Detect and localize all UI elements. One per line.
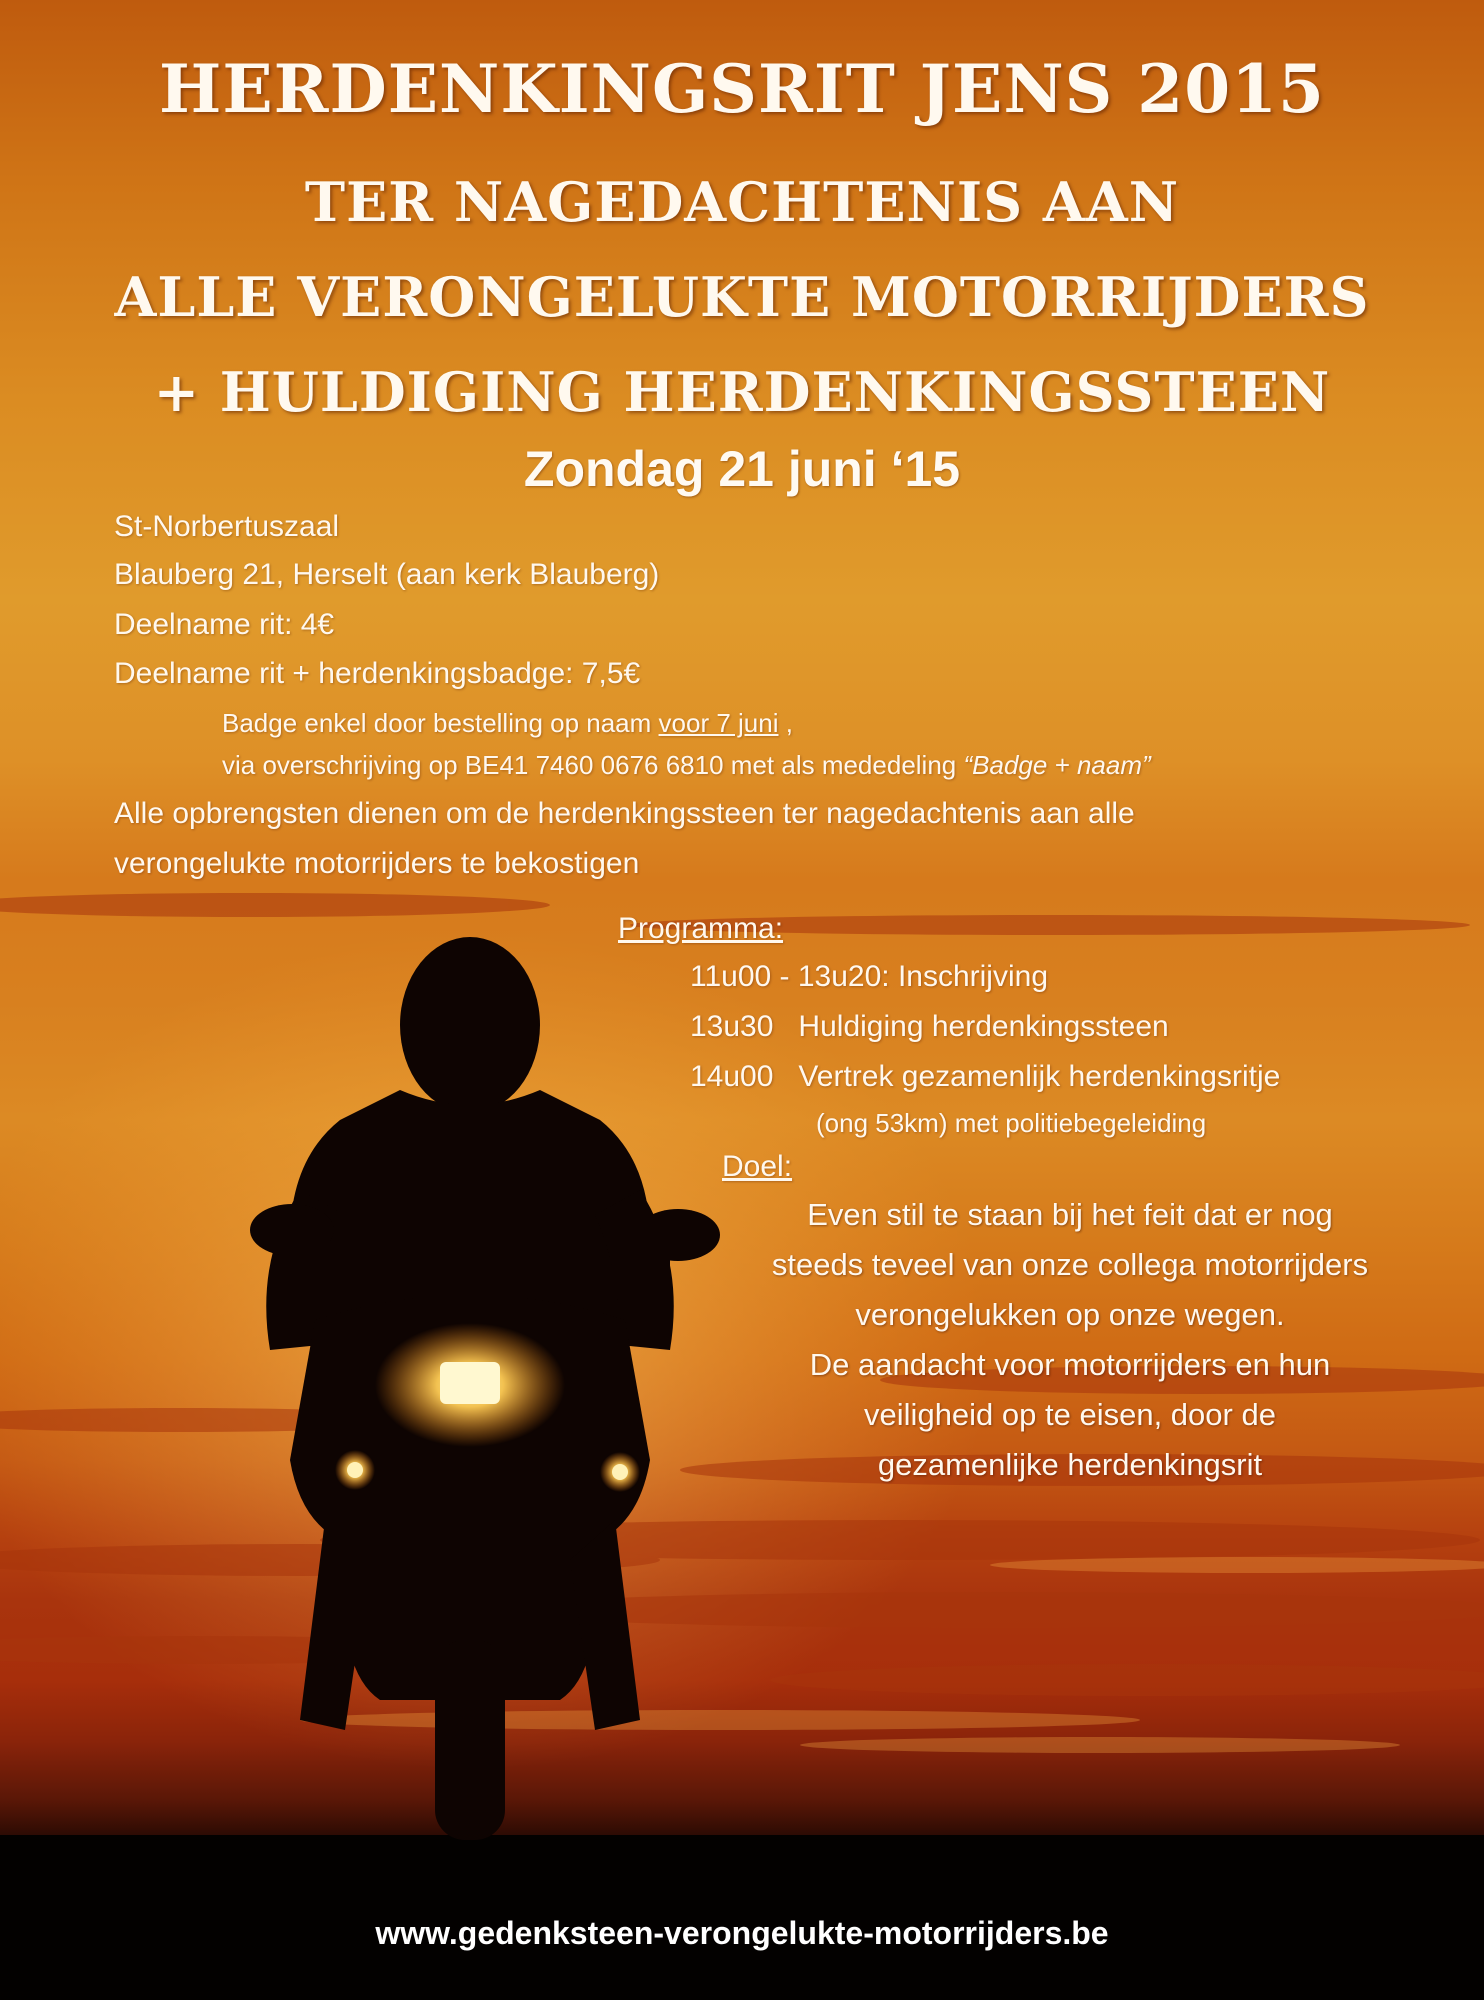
transfer-note (222, 750, 1151, 781)
dedication-line-3: + HULDIGING HERDENKINGSSTEEN (153, 360, 1331, 424)
doel-line: veiligheid op te eisen, door de (864, 1397, 1276, 1432)
fee-ride: Deelname rit: 4€ (114, 608, 335, 641)
doel-line: gezamenlijke herdenkingsrit (877, 1447, 1263, 1482)
transfer-message: “Badge + naam” (963, 750, 1151, 780)
doel-text (690, 1190, 1450, 1490)
programma-item: 14u00 Vertrek gezamenlijk herdenkingsritje (690, 1060, 1281, 1093)
doel-heading: Doel: (722, 1150, 793, 1183)
transfer-prefix: via overschrijving op BE41 7460 0676 6810 met als mededeling (222, 750, 964, 780)
address: Blauberg 21, Herselt (aan kerk Blauberg) (114, 558, 660, 591)
badge-note-prefix: Badge enkel door bestelling op naam (222, 708, 659, 738)
badge-deadline: voor 7 juni (658, 708, 779, 738)
website-url[interactable]: www.gedenksteen-verongelukte-motorrijders.be (375, 1915, 1109, 1951)
proceeds-line-2: verongelukte motorrijders te bekostigen (114, 847, 640, 880)
venue: St-Norbertuszaal (114, 510, 340, 543)
event-title: HERDENKINGSRIT JENS 2015 (159, 50, 1325, 128)
fee-ride-badge: Deelname rit + herdenkingsbadge: 7,5€ (114, 657, 641, 690)
programma-item: 13u30 Huldiging herdenkingssteen (690, 1010, 1169, 1043)
dedication-line-2: ALLE VERONGELUKTE MOTORRIJDERS (114, 265, 1370, 329)
dedication-line-1: TER NAGEDACHTENIS AAN (304, 170, 1180, 234)
badge-note-suffix: , (778, 708, 793, 738)
doel-line: Even stil te staan bij het feit dat er nog (807, 1197, 1333, 1232)
doel-line: steeds teveel van onze collega motorrijders (771, 1247, 1369, 1282)
doel-line: verongelukken op onze wegen. (855, 1297, 1285, 1332)
programma-heading: Programma: (618, 912, 784, 945)
programma-item: 11u00 - 13u20: Inschrijving (690, 960, 1049, 993)
badge-note (222, 708, 793, 739)
proceeds-line-1: Alle opbrengsten dienen om de herdenkingssteen ter nagedachtenis aan alle (114, 797, 1135, 830)
doel-line: De aandacht voor motorrijders en hun (809, 1347, 1331, 1382)
programma-note: (ong 53km) met politiebegeleiding (816, 1108, 1207, 1138)
event-date: Zondag 21 juni ‘15 (523, 441, 961, 497)
